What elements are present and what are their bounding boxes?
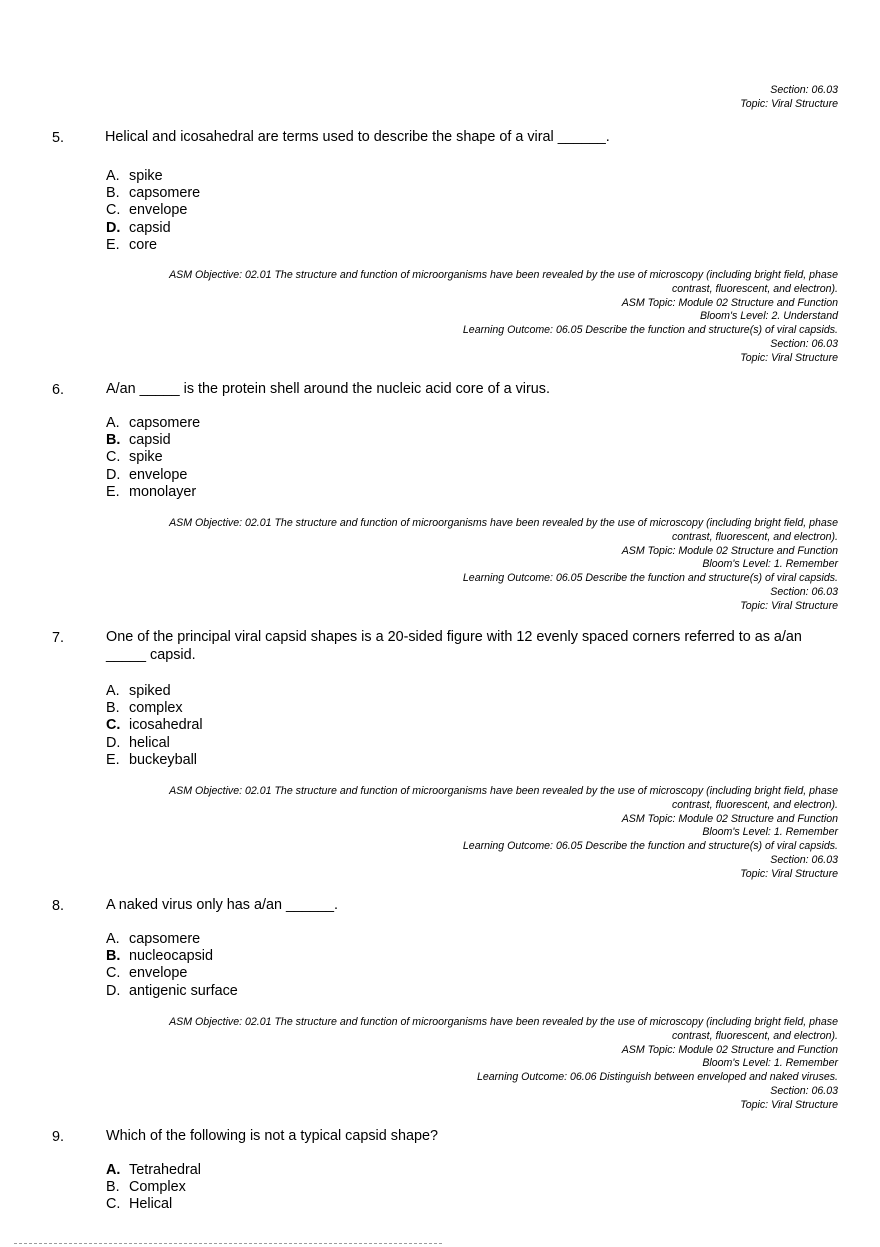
question-number: 8.: [52, 898, 65, 914]
option-c: [106, 1196, 201, 1213]
meta-asm-objective-cont: contrast, fluorescent, and electron).: [671, 1029, 838, 1042]
meta-asm-objective: ASM Objective: 02.01 The structure and function of microorganisms have been revealed by the use of microscopy (including bright field, phase: [169, 269, 838, 281]
meta-asm-objective: ASM Objective: 02.01 The structure and function of microorganisms have been revealed by the use of microscopy (including bright field, phase: [169, 1016, 838, 1028]
meta-asm-topic: ASM Topic: Module 02 Structure and Function: [621, 544, 838, 557]
option-letter: A.: [106, 168, 120, 184]
option-letter: B.: [106, 185, 120, 202]
option-c-correct: [106, 717, 203, 734]
question-text-line: _____ capsid.: [106, 646, 196, 663]
meta-section: Section: 06.03: [770, 84, 838, 96]
meta-topic: Topic: Viral Structure: [740, 1098, 838, 1111]
option-text: spike: [129, 449, 163, 466]
question-meta: [78, 517, 838, 614]
question-number: 6.: [52, 382, 65, 398]
meta-learning-outcome: Learning Outcome: 06.05 Describe the function and structure(s) of viral capsids.: [462, 840, 838, 853]
option-letter: C.: [106, 717, 121, 734]
meta-section: Section: 06.03: [770, 853, 838, 866]
meta-topic: Topic: Viral Structure: [740, 867, 838, 880]
option-text: buckeyball: [129, 751, 197, 768]
option-e: [106, 484, 200, 501]
option-text: spiked: [129, 683, 171, 699]
option-list: [106, 415, 200, 501]
meta-blooms-level: Bloom's Level: 1. Remember: [702, 1057, 838, 1070]
question-number: 9.: [52, 1129, 65, 1145]
option-text: capsomere: [129, 185, 201, 202]
option-text: Helical: [129, 1196, 173, 1213]
option-a: [106, 931, 238, 948]
option-c: [106, 449, 200, 466]
option-letter: E.: [106, 483, 120, 500]
meta-learning-outcome: Learning Outcome: 06.06 Distinguish between enveloped and naked viruses.: [476, 1071, 838, 1084]
meta-topic: Topic: Viral Structure: [740, 599, 838, 612]
question-text: Helical and icosahedral are terms used to describe the shape of a viral ______.: [105, 129, 610, 145]
option-text: nucleocapsid: [129, 948, 214, 965]
question-text: A naked virus only has a/an ______.: [106, 897, 339, 913]
option-letter: C.: [106, 202, 121, 219]
option-letter: A.: [106, 415, 120, 431]
option-letter: B.: [106, 700, 120, 717]
option-a-correct: [106, 1162, 201, 1179]
header-meta: [78, 84, 838, 112]
footer-divider: [14, 1243, 442, 1244]
option-text: capsomere: [129, 415, 201, 431]
option-letter: B.: [106, 432, 121, 449]
question-meta: [78, 269, 838, 366]
option-a: [106, 415, 200, 432]
option-text: core: [129, 236, 157, 253]
option-b: [106, 185, 200, 202]
meta-asm-objective-cont: contrast, fluorescent, and electron).: [671, 798, 838, 811]
question-meta: [78, 1016, 838, 1113]
option-b-correct: [106, 432, 200, 449]
option-letter: A.: [106, 931, 120, 947]
option-e: [106, 237, 200, 254]
option-text: icosahedral: [129, 717, 203, 734]
option-letter: C.: [106, 449, 121, 466]
meta-blooms-level: Bloom's Level: 1. Remember: [702, 826, 838, 839]
option-text: capsomere: [129, 931, 201, 947]
question-number: 5.: [52, 130, 65, 146]
question-number: 7.: [52, 630, 65, 646]
option-letter: D.: [106, 734, 121, 751]
option-text: capsid: [129, 219, 171, 236]
meta-asm-objective-cont: contrast, fluorescent, and electron).: [671, 530, 838, 543]
option-c: [106, 202, 200, 219]
option-text: envelope: [129, 202, 188, 219]
question-text-line: One of the principal viral capsid shapes is a 20-sided figure with 12 evenly spaced corners referred to as a/an: [106, 629, 802, 645]
meta-blooms-level: Bloom's Level: 1. Remember: [702, 558, 838, 571]
option-letter: D.: [106, 982, 121, 999]
option-text: Tetrahedral: [129, 1162, 201, 1178]
option-d-correct: [106, 220, 200, 237]
option-text: complex: [129, 700, 183, 717]
meta-asm-topic: ASM Topic: Module 02 Structure and Function: [621, 296, 838, 309]
meta-section: Section: 06.03: [770, 585, 838, 598]
meta-learning-outcome: Learning Outcome: 06.05 Describe the function and structure(s) of viral capsids.: [462, 572, 838, 585]
option-text: envelope: [129, 466, 188, 483]
option-list: [106, 683, 203, 769]
meta-asm-topic: ASM Topic: Module 02 Structure and Function: [621, 1043, 838, 1056]
option-e: [106, 752, 203, 769]
option-list: [106, 1162, 201, 1214]
option-d: [106, 467, 200, 484]
option-letter: B.: [106, 948, 121, 965]
question-text: A/an _____ is the protein shell around the nucleic acid core of a virus.: [106, 381, 550, 397]
option-text: Complex: [129, 1179, 186, 1196]
option-letter: A.: [106, 1162, 121, 1178]
option-list: [106, 931, 238, 1000]
option-d: [106, 735, 203, 752]
option-letter: E.: [106, 236, 120, 253]
option-letter: D.: [106, 466, 121, 483]
option-a: [106, 168, 200, 185]
option-letter: D.: [106, 219, 121, 236]
option-letter: C.: [106, 965, 121, 982]
option-letter: C.: [106, 1196, 121, 1213]
meta-topic: Topic: Viral Structure: [740, 97, 838, 110]
option-b: [106, 1179, 201, 1196]
meta-topic: Topic: Viral Structure: [740, 351, 838, 364]
meta-blooms-level: Bloom's Level: 2. Understand: [699, 310, 838, 323]
meta-asm-objective-cont: contrast, fluorescent, and electron).: [671, 282, 838, 295]
option-letter: B.: [106, 1179, 120, 1196]
option-text: spike: [129, 168, 163, 184]
meta-learning-outcome: Learning Outcome: 06.05 Describe the function and structure(s) of viral capsids.: [462, 324, 838, 337]
meta-asm-objective: ASM Objective: 02.01 The structure and function of microorganisms have been revealed by the use of microscopy (including bright field, phase: [169, 517, 838, 529]
option-list: [106, 168, 200, 254]
option-b: [106, 700, 203, 717]
meta-asm-objective: ASM Objective: 02.01 The structure and function of microorganisms have been revealed by the use of microscopy (including bright field, phase: [169, 785, 838, 797]
option-c: [106, 965, 238, 982]
option-letter: A.: [106, 683, 120, 699]
meta-section: Section: 06.03: [770, 1084, 838, 1097]
meta-asm-topic: ASM Topic: Module 02 Structure and Function: [621, 812, 838, 825]
option-text: monolayer: [129, 483, 197, 500]
meta-section: Section: 06.03: [770, 337, 838, 350]
question-meta: [78, 785, 838, 882]
option-text: envelope: [129, 965, 188, 982]
option-d: [106, 983, 238, 1000]
question-text: [106, 629, 836, 664]
question-text: Which of the following is not a typical capsid shape?: [106, 1128, 438, 1144]
option-text: helical: [129, 734, 170, 751]
option-a: [106, 683, 203, 700]
option-b-correct: [106, 948, 238, 965]
option-text: capsid: [129, 432, 171, 449]
option-text: antigenic surface: [129, 982, 238, 999]
option-letter: E.: [106, 751, 120, 768]
